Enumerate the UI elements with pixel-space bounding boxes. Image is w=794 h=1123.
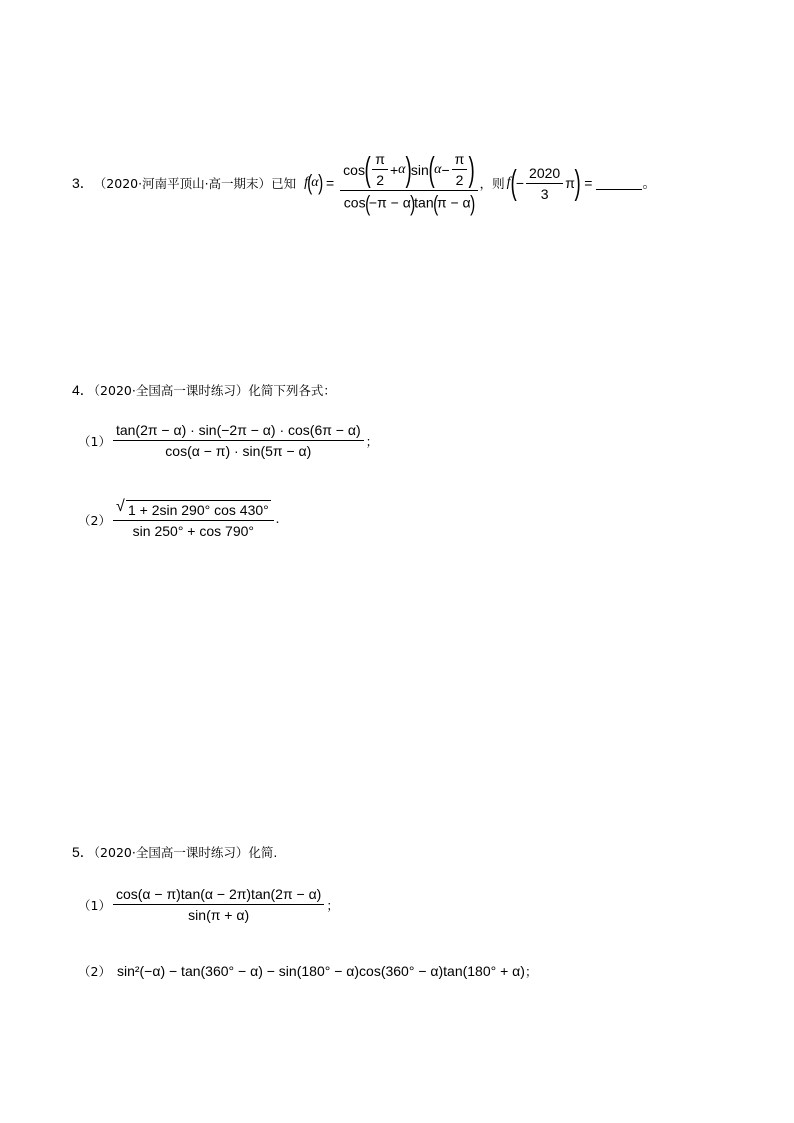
- q4-p1-fraction: $\frac{\tan(2\pi - \alpha) \cdot \sin(-2\pi - \alpha) \cdot \cos(6\pi - \alpha)}{\cos(\alpha - \pi) \cdot \sin(5\pi - \alpha)}$: [113, 422, 364, 459]
- q5-text: 化简.: [248, 845, 278, 860]
- q4-number: 4．: [72, 382, 94, 398]
- q4-part-2: （2） √ 1 + 2sin 290° cos 430° sin 250° + cos 790° .: [78, 498, 280, 539]
- q4-part-1: （1） $\frac{\tan(2\pi - \alpha) \cdot \sin(-2\pi - \alpha) \cdot \cos(6\pi - \alpha)}{\cos(\alpha - \pi) \cdot \sin(5\pi - \alpha)}$ ；: [78, 422, 379, 459]
- q4-text: 化简下列各式：: [248, 383, 336, 398]
- q4-p2-fraction: √ 1 + 2sin 290° cos 430° sin 250° + cos 790°: [113, 500, 274, 539]
- question-5-header: [72, 842, 277, 862]
- q3-number: 3．: [72, 175, 94, 191]
- q5-part-1: （1） $\frac{\cos(\alpha - \pi)\tan(\alpha - 2\pi)\tan(2\pi - \alpha)}{\sin(\pi + \alpha)}$ ；: [78, 886, 339, 923]
- question-3: [72, 152, 656, 214]
- q3-source: （2020·河南平顶山·高一期末）: [93, 176, 272, 191]
- q5-p2-expression: sin²(−α) − tan(360° − α) − sin(180° − α)cos(360° − α)tan(180° + α): [116, 963, 525, 979]
- q5-number: 5．: [72, 844, 94, 860]
- answer-blank: [596, 177, 642, 190]
- q3-prefix: 已知: [271, 176, 297, 191]
- q3-formula: f ( α ) = cos ( $\frac{\pi}{2}$ + α ) sin ( α − $\frac{\pi}{2}$ ) cos(−π − α)tan(π − α) ，则 f ( − $\frac{2020}{3}$ π ) = 。: [304, 150, 657, 216]
- q5-part-2: （2） sin²(−α) − tan(360° − α) − sin(180° − α)cos(360° − α)tan(180° + α) ；: [78, 963, 538, 979]
- q5-p1-fraction: $\frac{\cos(\alpha - \pi)\tan(\alpha - 2\pi)\tan(2\pi - \alpha)}{\sin(\pi + \alpha)}$: [113, 886, 324, 923]
- question-4-header: [72, 380, 336, 400]
- q4-source: （2020·全国高一课时练习）: [93, 383, 249, 398]
- q5-source: （2020·全国高一课时练习）: [93, 845, 249, 860]
- q3-fraction: cos ( $\frac{\pi}{2}$ + α ) sin ( α − $\frac{\pi}{2}$ ) cos(−π − α)tan(π − α): [340, 151, 477, 215]
